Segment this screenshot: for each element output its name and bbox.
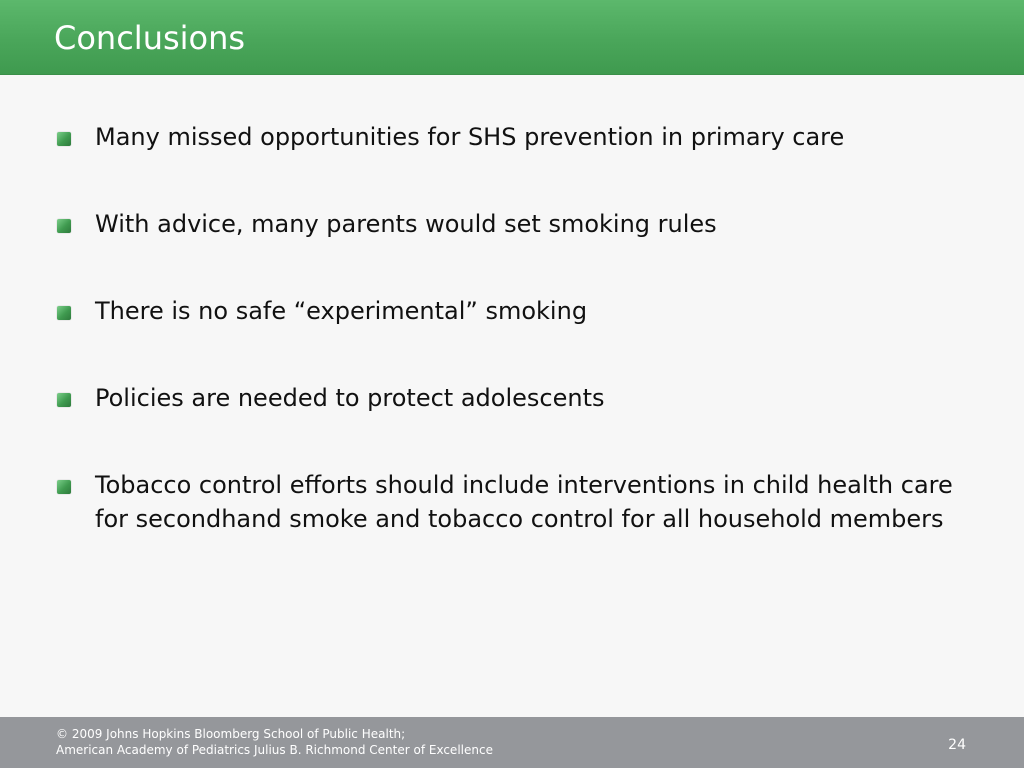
square-bullet-icon <box>57 393 71 407</box>
square-bullet-icon <box>57 480 71 494</box>
page-number: 24 <box>948 737 966 753</box>
square-bullet-icon <box>57 306 71 320</box>
footer-credit <box>56 726 493 758</box>
footer-bar <box>0 717 1024 768</box>
bullet-text: There is no safe “experimental” smoking <box>95 297 588 325</box>
square-bullet-icon <box>57 132 71 146</box>
bullet-text: Many missed opportunities for SHS prevention in primary care <box>95 123 845 151</box>
title-bar <box>0 0 1024 75</box>
bullet-text: With advice, many parents would set smoking rules <box>95 210 717 238</box>
footer-credit-line-2: American Academy of Pediatrics Julius B. Richmond Center of Excellence <box>56 743 493 757</box>
bullet-text: Tobacco control efforts should include interventions in child health care for secondhand smoke and tobacco control for all household members <box>95 471 953 533</box>
footer-credit-line-1: © 2009 Johns Hopkins Bloomberg School of Public Health; <box>56 727 406 741</box>
square-bullet-icon <box>57 219 71 233</box>
slide-title: Conclusions <box>54 19 246 57</box>
bullet-text: Policies are needed to protect adolescents <box>95 384 605 412</box>
